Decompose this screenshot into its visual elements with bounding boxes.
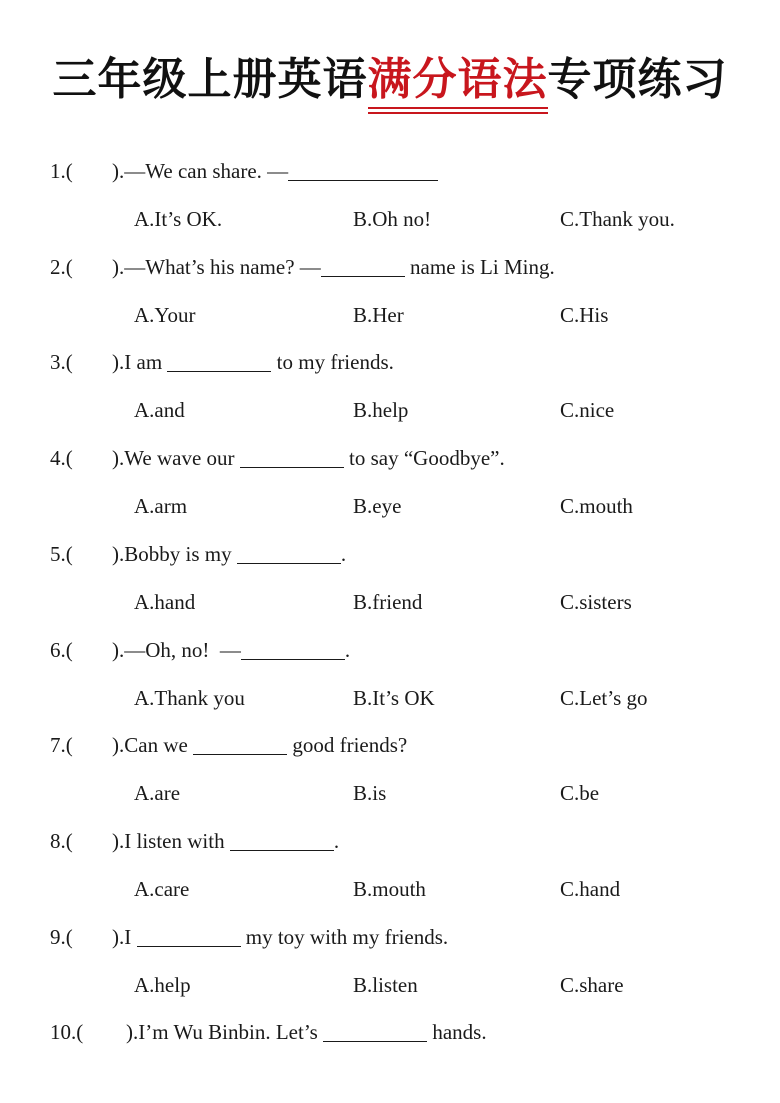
option-a: A.hand — [134, 590, 196, 614]
option-b: B.eye — [353, 494, 402, 518]
option-row — [0, 780, 780, 806]
question-text-after: to say “Goodbye”. — [343, 446, 505, 470]
option-row — [0, 876, 780, 902]
question-2 — [50, 254, 555, 280]
option-c: C.hand — [560, 877, 621, 901]
option-b: B.It’s OK — [353, 686, 435, 710]
option-row — [0, 206, 780, 232]
option-b: B.mouth — [353, 877, 426, 901]
option-b: B.Oh no! — [353, 207, 432, 231]
question-text-before: —We can share. — — [124, 159, 289, 183]
question-3 — [50, 349, 394, 375]
answer-paren-close: ). — [112, 446, 125, 470]
option-row — [0, 397, 780, 423]
option-c: C.Thank you. — [560, 207, 675, 231]
title-practice-part: 专项练习 — [547, 54, 728, 105]
question-number: 4.( — [50, 446, 73, 470]
answer-blank[interactable] — [193, 734, 287, 755]
answer-paren-close: ). — [112, 159, 125, 183]
answer-blank[interactable] — [241, 639, 345, 660]
question-text-after: . — [340, 542, 347, 566]
answer-blank[interactable] — [237, 543, 341, 564]
question-number: 7.( — [50, 733, 73, 757]
question-text-before: —What’s his name? — — [124, 255, 321, 279]
option-c: C.nice — [560, 398, 615, 422]
question-text-before: Bobby is my — [124, 542, 237, 566]
option-b: B.friend — [353, 590, 423, 614]
answer-paren-close: ). — [112, 733, 125, 757]
option-c: C.mouth — [560, 494, 633, 518]
option-a: A.help — [134, 973, 191, 997]
answer-paren-close: ). — [126, 1020, 139, 1044]
question-number: 9.( — [50, 925, 73, 949]
option-a: A.arm — [134, 494, 188, 518]
title-highlight-part: 满分语法 — [368, 52, 548, 108]
worksheet-title — [0, 52, 780, 122]
option-a: A.Your — [134, 303, 196, 327]
answer-blank[interactable] — [137, 926, 241, 947]
option-row — [0, 302, 780, 328]
answer-blank[interactable] — [230, 830, 334, 851]
question-text-before: I listen with — [124, 829, 230, 853]
option-a: A.care — [134, 877, 190, 901]
question-6 — [50, 637, 350, 663]
question-number: 3.( — [50, 350, 73, 374]
answer-blank[interactable] — [167, 351, 271, 372]
option-row — [0, 685, 780, 711]
title-grade-part: 三年级上册英语 — [52, 54, 368, 105]
answer-blank[interactable] — [321, 256, 405, 277]
option-a: A.and — [134, 398, 185, 422]
option-row — [0, 972, 780, 998]
answer-paren-close: ). — [112, 350, 125, 374]
answer-paren-close: ). — [112, 255, 125, 279]
question-9 — [50, 924, 448, 950]
option-a: A.Thank you — [134, 686, 245, 710]
question-7 — [50, 732, 407, 758]
question-text-after: . — [333, 829, 340, 853]
answer-paren-close: ). — [112, 638, 125, 662]
option-b: B.listen — [353, 973, 418, 997]
option-b: B.is — [353, 781, 387, 805]
option-a: A.It’s OK. — [134, 207, 223, 231]
question-number: 1.( — [50, 159, 73, 183]
question-8 — [50, 828, 339, 854]
question-text-before: I — [124, 925, 137, 949]
question-text-before: —Oh, no! — — [124, 638, 241, 662]
question-number: 10.( — [50, 1020, 84, 1044]
answer-blank[interactable] — [323, 1021, 427, 1042]
answer-blank[interactable] — [240, 447, 344, 468]
option-b: B.Her — [353, 303, 404, 327]
question-number: 8.( — [50, 829, 73, 853]
question-number: 6.( — [50, 638, 73, 662]
option-c: C.be — [560, 781, 600, 805]
option-row — [0, 493, 780, 519]
question-number: 5.( — [50, 542, 73, 566]
option-row — [0, 589, 780, 615]
question-4 — [50, 445, 505, 471]
question-text-after: . — [344, 638, 351, 662]
answer-blank[interactable] — [288, 160, 438, 181]
question-text-before: I’m Wu Binbin. Let’s — [138, 1020, 324, 1044]
option-c: C.share — [560, 973, 624, 997]
question-5 — [50, 541, 346, 567]
option-c: C.His — [560, 303, 609, 327]
answer-paren-close: ). — [112, 925, 125, 949]
question-text-after: to my friends. — [271, 350, 394, 374]
question-text-after: name is Li Ming. — [404, 255, 555, 279]
question-text-after: good friends? — [287, 733, 408, 757]
question-10 — [50, 1019, 487, 1045]
question-text-before: I am — [124, 350, 168, 374]
question-text-after: my toy with my friends. — [240, 925, 449, 949]
option-c: C.Let’s go — [560, 686, 648, 710]
question-1 — [50, 158, 438, 184]
answer-paren-close: ). — [112, 542, 125, 566]
option-c: C.sisters — [560, 590, 632, 614]
question-text-before: We wave our — [124, 446, 240, 470]
option-a: A.are — [134, 781, 181, 805]
answer-paren-close: ). — [112, 829, 125, 853]
question-text-before: Can we — [124, 733, 194, 757]
question-number: 2.( — [50, 255, 73, 279]
option-b: B.help — [353, 398, 409, 422]
question-text-after: hands. — [427, 1020, 487, 1044]
